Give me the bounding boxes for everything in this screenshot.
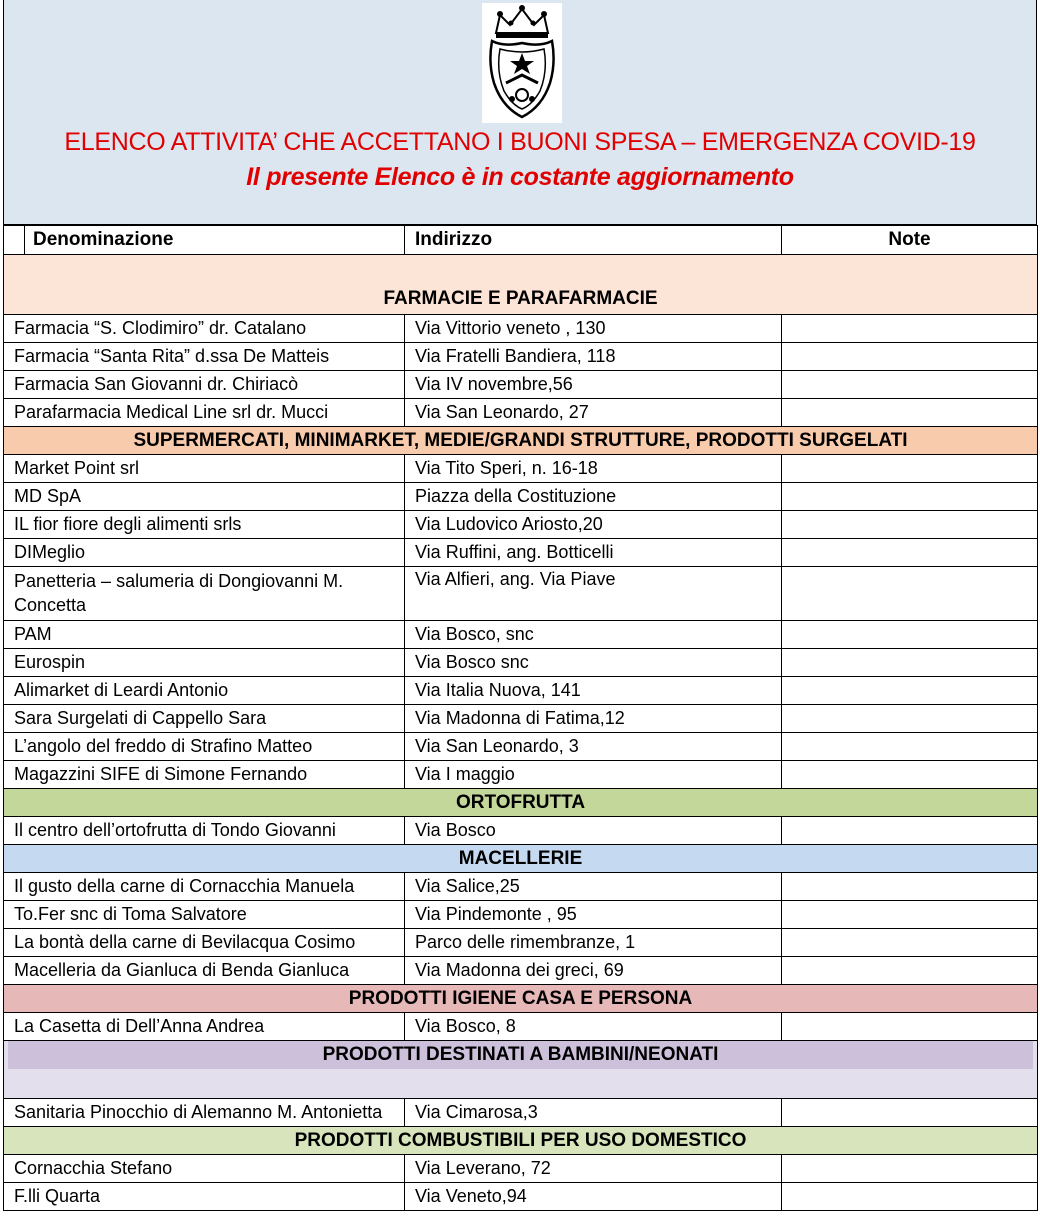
cell-note: [782, 873, 1038, 901]
table-row: [4, 399, 1038, 427]
cell-name: PAM: [4, 621, 405, 649]
cell-address: Via San Leonardo, 27: [405, 399, 782, 427]
cell-address: Via Salice,25: [405, 873, 782, 901]
table-row: [4, 1155, 1038, 1183]
cell-note: [782, 761, 1038, 789]
table-row: [4, 733, 1038, 761]
cell-note: [782, 1183, 1038, 1211]
cell-name: Alimarket di Leardi Antonio: [4, 677, 405, 705]
cell-name: L’angolo del freddo di Strafino Matteo: [4, 733, 405, 761]
cell-note: [782, 371, 1038, 399]
cell-note: [782, 1155, 1038, 1183]
cell-address: Via Vittorio veneto , 130: [405, 315, 782, 343]
cell-address: Via Madonna di Fatima,12: [405, 705, 782, 733]
table-row: [4, 315, 1038, 343]
cell-address: Piazza della Costituzione: [405, 483, 782, 511]
table-row: [4, 873, 1038, 901]
cell-note: [782, 343, 1038, 371]
cell-name: Farmacia “Santa Rita” d.ssa De Matteis: [4, 343, 405, 371]
table-row: [4, 929, 1038, 957]
cell-name: Cornacchia Stefano: [4, 1155, 405, 1183]
column-header-address: Indirizzo: [405, 226, 782, 255]
cell-address: Via Ludovico Ariosto,20: [405, 511, 782, 539]
table-row: [4, 761, 1038, 789]
cell-address: Via I maggio: [405, 761, 782, 789]
section-title-farmacie: FARMACIE E PARAFARMACIE: [4, 255, 1038, 315]
section-title-macellerie: MACELLERIE: [4, 845, 1038, 873]
table-row: [4, 1013, 1038, 1041]
table-row: [4, 649, 1038, 677]
cell-note: [782, 649, 1038, 677]
table-row: [4, 567, 1038, 621]
cell-address: Via San Leonardo, 3: [405, 733, 782, 761]
table-row: [4, 901, 1038, 929]
cell-address: Via Bosco, 8: [405, 1013, 782, 1041]
cell-note: [782, 1099, 1038, 1127]
cell-note: [782, 705, 1038, 733]
table-row: [4, 817, 1038, 845]
section-title-supermercati: SUPERMERCATI, MINIMARKET, MEDIE/GRANDI STRUTTURE, PRODOTTI SURGELATI: [4, 427, 1038, 455]
table-row: [4, 1099, 1038, 1127]
section-header-row: [4, 1041, 1038, 1099]
cell-note: [782, 399, 1038, 427]
table-row: [4, 621, 1038, 649]
document-page: [3, 0, 1037, 1211]
municipal-crest-icon: [482, 3, 562, 123]
cell-name: Il gusto della carne di Cornacchia Manuela: [4, 873, 405, 901]
cell-address: Via Italia Nuova, 141: [405, 677, 782, 705]
cell-note: [782, 511, 1038, 539]
cell-note: [782, 539, 1038, 567]
cell-address: Via Cimarosa,3: [405, 1099, 782, 1127]
cell-note: [782, 1013, 1038, 1041]
businesses-table: [3, 225, 1038, 1211]
table-row: [4, 539, 1038, 567]
cell-note: [782, 957, 1038, 985]
section-header-row: [4, 985, 1038, 1013]
cell-address: Via Ruffini, ang. Botticelli: [405, 539, 782, 567]
cell-note: [782, 929, 1038, 957]
cell-address: Via Madonna dei greci, 69: [405, 957, 782, 985]
table-row: [4, 705, 1038, 733]
cell-address: Via Fratelli Bandiera, 118: [405, 343, 782, 371]
cell-name: Macelleria da Gianluca di Benda Gianluca: [4, 957, 405, 985]
cell-note: [782, 733, 1038, 761]
section-header-row: [4, 789, 1038, 817]
cell-name: Sanitaria Pinocchio di Alemanno M. Antonietta: [4, 1099, 405, 1127]
section-title-combustibili: PRODOTTI COMBUSTIBILI PER USO DOMESTICO: [4, 1127, 1038, 1155]
table-row: [4, 483, 1038, 511]
cell-note: [782, 483, 1038, 511]
section-title-bambini-cell: [4, 1041, 1038, 1099]
cell-name: Magazzini SIFE di Simone Fernando: [4, 761, 405, 789]
cell-name: La bontà della carne di Bevilacqua Cosimo: [4, 929, 405, 957]
cell-note: [782, 621, 1038, 649]
cell-name: Farmacia San Giovanni dr. Chiriacò: [4, 371, 405, 399]
column-header-notes: Note: [782, 226, 1038, 255]
cell-name: MD SpA: [4, 483, 405, 511]
section-header-row: [4, 1127, 1038, 1155]
cell-note: [782, 901, 1038, 929]
section-header-row: [4, 255, 1038, 315]
cell-name: Farmacia “S. Clodimiro” dr. Catalano: [4, 315, 405, 343]
section-title-bambini: PRODOTTI DESTINATI A BAMBINI/NEONATI: [8, 1041, 1033, 1069]
document-header: [3, 0, 1037, 225]
cell-name: Parafarmacia Medical Line srl dr. Mucci: [4, 399, 405, 427]
cell-address: Via Bosco snc: [405, 649, 782, 677]
cell-name: Market Point srl: [4, 455, 405, 483]
table-row: [4, 343, 1038, 371]
cell-note: [782, 817, 1038, 845]
cell-address: Via Alfieri, ang. Via Piave: [405, 567, 782, 621]
cell-address: Via IV novembre,56: [405, 371, 782, 399]
section-title-ortofrutta: ORTOFRUTTA: [4, 789, 1038, 817]
cell-note: [782, 677, 1038, 705]
cell-note: [782, 455, 1038, 483]
cell-note: [782, 315, 1038, 343]
cell-address: Via Veneto,94: [405, 1183, 782, 1211]
cell-note: [782, 567, 1038, 621]
column-header-name: Denominazione: [4, 226, 405, 255]
cell-address: Via Bosco, snc: [405, 621, 782, 649]
cell-name: To.Fer snc di Toma Salvatore: [4, 901, 405, 929]
cell-name: IL fior fiore degli alimenti srls: [4, 511, 405, 539]
table-row: [4, 371, 1038, 399]
table-row: [4, 511, 1038, 539]
page-title: ELENCO ATTIVITA’ CHE ACCETTANO I BUONI SPESA – EMERGENZA COVID-19: [64, 128, 976, 156]
cell-address: Via Bosco: [405, 817, 782, 845]
cell-address: Parco delle rimembranze, 1: [405, 929, 782, 957]
cell-name: Panetteria – salumeria di Dongiovanni M. Concetta: [4, 567, 405, 621]
cell-name: Eurospin: [4, 649, 405, 677]
table-row: [4, 455, 1038, 483]
cell-address: Via Leverano, 72: [405, 1155, 782, 1183]
section-title-igiene: PRODOTTI IGIENE CASA E PERSONA: [4, 985, 1038, 1013]
cell-address: Via Pindemonte , 95: [405, 901, 782, 929]
cell-address: Via Tito Speri, n. 16-18: [405, 455, 782, 483]
section-header-row: [4, 427, 1038, 455]
page-subtitle: Il presente Elenco è in costante aggiornamento: [246, 163, 794, 191]
cell-name: F.lli Quarta: [4, 1183, 405, 1211]
cell-name: DIMeglio: [4, 539, 405, 567]
column-header-row: [4, 226, 1038, 255]
cell-name: Il centro dell’ortofrutta di Tondo Giovanni: [4, 817, 405, 845]
cell-name: La Casetta di Dell’Anna Andrea: [4, 1013, 405, 1041]
table-row: [4, 1183, 1038, 1211]
section-header-row: [4, 845, 1038, 873]
table-row: [4, 957, 1038, 985]
table-row: [4, 677, 1038, 705]
cell-name: Sara Surgelati di Cappello Sara: [4, 705, 405, 733]
